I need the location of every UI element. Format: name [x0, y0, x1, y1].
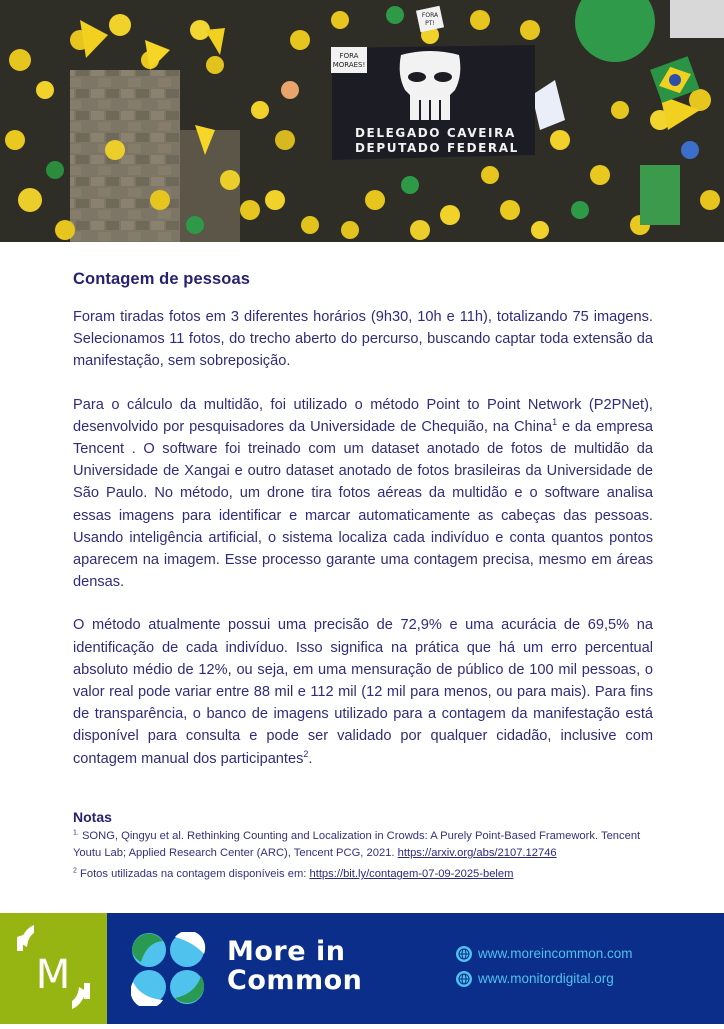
banner-text-2: DEPUTADO FEDERAL	[355, 141, 519, 155]
note-2	[73, 866, 663, 883]
paragraph-3	[73, 614, 653, 769]
notes-section	[73, 809, 663, 887]
banner-text-1: DELEGADO CAVEIRA	[355, 126, 516, 140]
paragraph-2-text-cont: e da empresa Tencent . O software foi treinado com um dataset anotado de fotos de multidão da Universidade de Xangai e outro dataset anotado de fotos brasileiras da Universidade de São Paulo. No método, um drone tira fotos aéreas da multidão e o software analisa essas imagens para identificar e marcar automaticamente as cabeças das pessoas. Usando inteligência artificial, o sistema localiza cada indivíduo e conta quantos pontos aparecem na imagem. Esse processo garante uma contagem precisa, mesmo em áreas densas.	[73, 418, 653, 591]
paragraph-1: Foram tiradas fotos em 3 diferentes horários (9h30, 10h e 11h), totalizando 75 imagens. Selecionamos 11 fotos, do trecho aberto do percurso, buscando captar toda extensão da manifestação, sem sobreposição.	[73, 309, 653, 370]
svg-text:PT!: PT!	[425, 20, 435, 27]
note-1-number: 1.	[73, 829, 79, 837]
vendor-stall	[640, 165, 680, 225]
svg-text:MORAES!: MORAES!	[332, 61, 366, 69]
main-content	[73, 270, 653, 791]
monitor-digital-logo-block	[0, 913, 107, 1024]
brand-name	[227, 937, 362, 995]
monogram-letter: M	[35, 952, 71, 998]
monitor-digital-logo-icon	[0, 913, 107, 1024]
svg-text:FORA: FORA	[339, 52, 359, 60]
note-1	[73, 828, 663, 862]
car	[670, 0, 724, 38]
note-1-text: SONG, Qingyu et al. Rethinking Counting and Localization in Crowds: A Purely Point-Based Framework. Tencent Youtu Lab; Applied Research Center (ARC), Tencent PCG, 2021.	[73, 830, 641, 859]
pavement	[70, 70, 180, 242]
link-text[interactable]: www.moreincommon.com	[478, 946, 633, 961]
footer	[0, 913, 724, 1024]
more-in-common-logo-icon	[131, 932, 207, 1006]
footnote-ref-2[interactable]: 2	[303, 748, 309, 759]
link-moreincommon[interactable]	[456, 945, 633, 962]
paragraph-2	[73, 394, 653, 594]
note-2-number: 2	[73, 867, 77, 875]
brand-name-line-2: Common	[227, 965, 363, 996]
header-photo	[0, 0, 724, 242]
notes-title: Notas	[73, 809, 112, 825]
link-text[interactable]: www.monitordigital.org	[478, 971, 614, 986]
paragraph-2-text: Para o cálculo da multidão, foi utilizado o método Point to Point Network (P2PNet), desenvolvido por pesquisadores da Universidade de Chequião, na China	[73, 396, 653, 435]
svg-text:FORA: FORA	[421, 12, 439, 19]
globe-icon	[456, 946, 472, 962]
note-2-text: Fotos utilizadas na contagem disponíveis em:	[76, 868, 310, 880]
crowd-photo-illustration	[0, 0, 724, 242]
paragraph-3-text-cont: .	[308, 750, 313, 767]
brand-name-line-1: More in	[227, 936, 346, 967]
link-monitordigital[interactable]	[456, 970, 633, 987]
note-2-link[interactable]: https://bit.ly/contagem-07-09-2025-belem	[309, 868, 514, 880]
note-1-link[interactable]: https://arxiv.org/abs/2107.12746	[397, 847, 557, 859]
sign-fora-moraes	[331, 47, 367, 73]
section-heading: Contagem de pessoas	[73, 270, 251, 288]
footer-links	[456, 945, 633, 995]
paragraph-3-text: O método atualmente possui uma precisão de 72,9% e uma acurácia de 69,5% na identificação de cada indivíduo. Isso significa na prática que há um erro percentual absoluto médio de 12%, ou seja, em uma mensuração de público de 100 mil pessoas, o valor real pode variar entre 88 mil e 112 mil (12 mil para menos, ou para mais). Para fins de transparência, o banco de imagens utilizado para a contagem da manifestação está disponível para consulta e pode ser validado por qualquer cidadão, inclusive com contagem manual dos participantes	[73, 617, 653, 767]
footnote-ref-1[interactable]: 1	[552, 416, 558, 427]
globe-icon	[456, 971, 472, 987]
